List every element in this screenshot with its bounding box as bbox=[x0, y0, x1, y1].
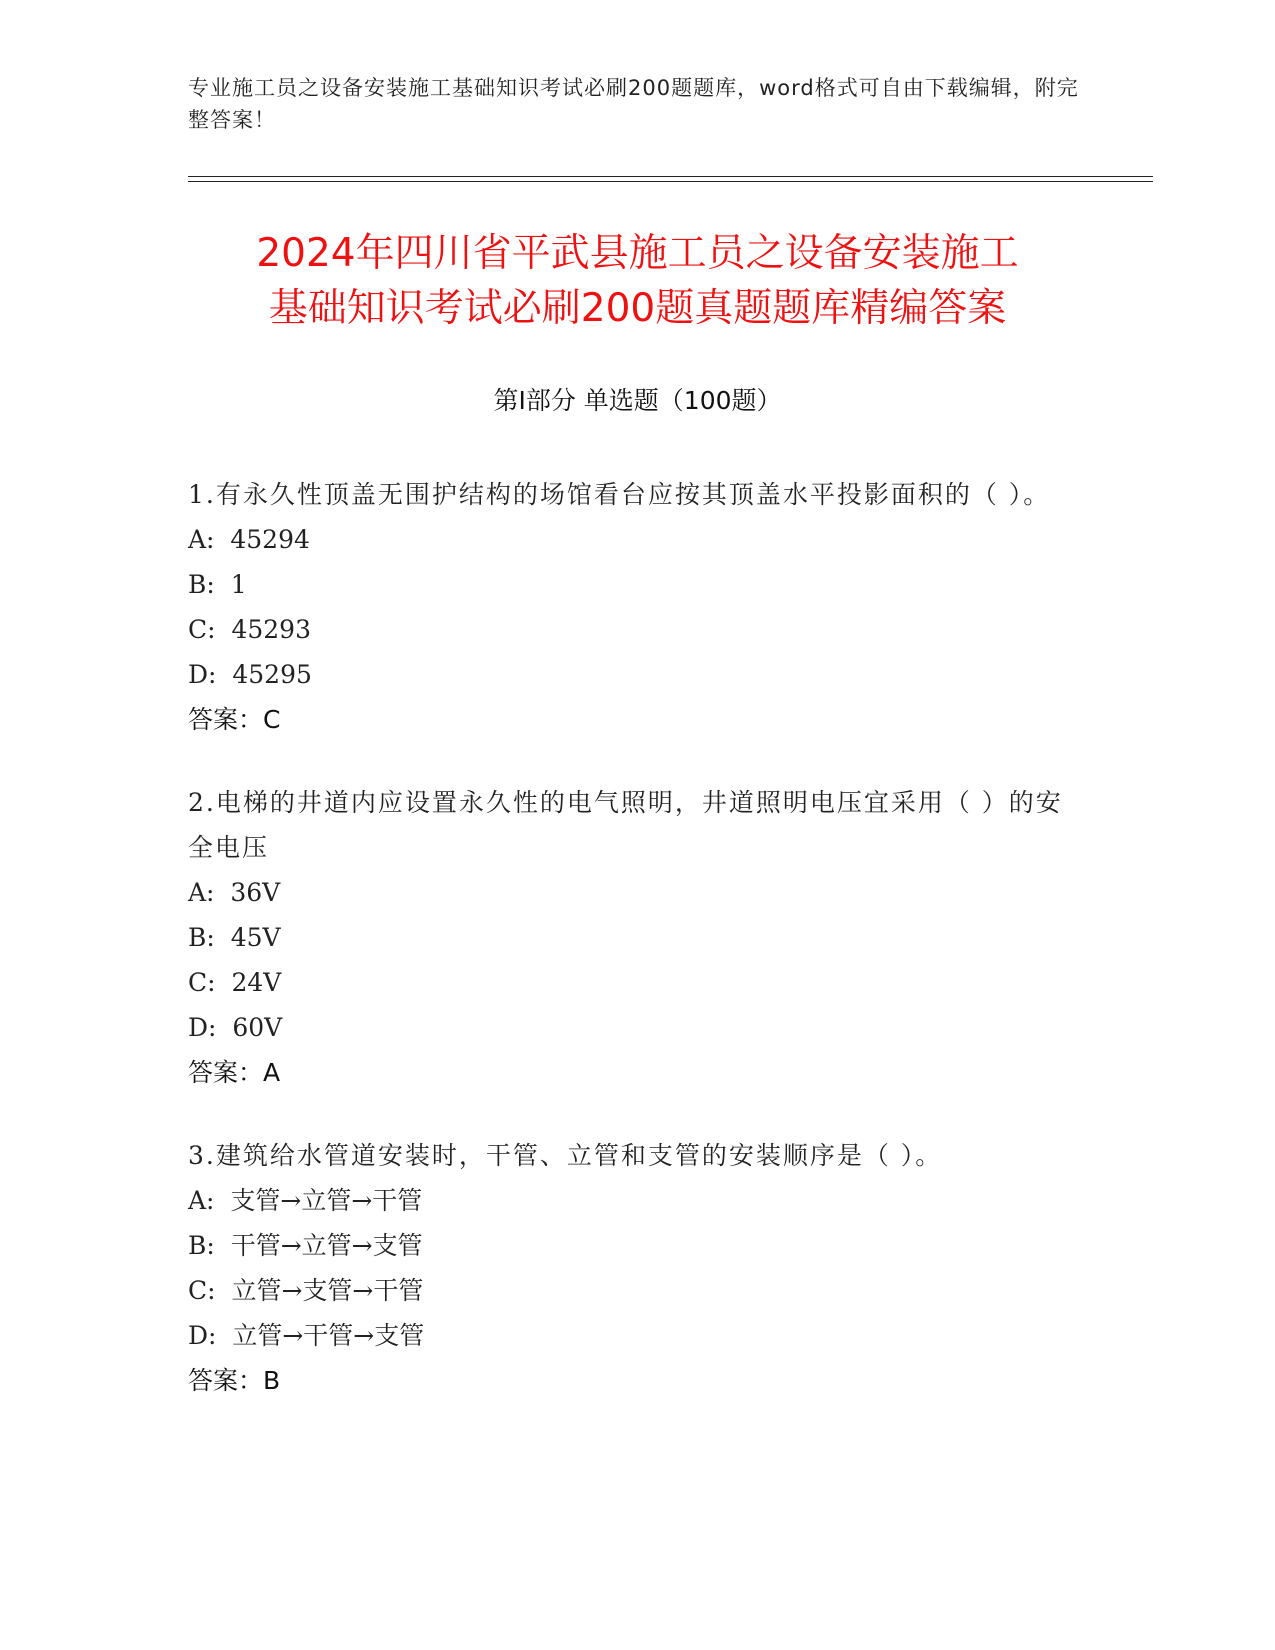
option-d: D: 60V bbox=[188, 1013, 283, 1042]
answer: 答案：A bbox=[188, 1058, 281, 1087]
option-a: A: 支管→立管→干管 bbox=[188, 1186, 423, 1215]
option-d: D: 立管→干管→支管 bbox=[188, 1321, 425, 1350]
header-rule-bottom bbox=[188, 181, 1153, 182]
question-2 bbox=[188, 780, 1068, 1095]
option-a: A: 45294 bbox=[188, 525, 310, 554]
answer: 答案：B bbox=[188, 1366, 281, 1395]
answer: 答案：C bbox=[188, 705, 281, 734]
question-list bbox=[188, 472, 1068, 1441]
question-1 bbox=[188, 472, 1068, 742]
document-title-line-1: 2024年四川省平武县施工员之设备安装施工 bbox=[256, 231, 1019, 276]
question-stem: 2.电梯的井道内应设置永久性的电气照明，井道照明电压宜采用（ ）的安全电压 bbox=[188, 788, 1063, 862]
option-b: B: 45V bbox=[188, 923, 281, 952]
option-b: B: 1 bbox=[188, 570, 247, 599]
option-c: C: 24V bbox=[188, 968, 282, 997]
section-title: 第Ⅰ部分 单选题（100题） bbox=[493, 386, 782, 415]
option-c: C: 45293 bbox=[188, 615, 311, 644]
header-rule-top bbox=[188, 176, 1153, 177]
option-b: B: 干管→立管→支管 bbox=[188, 1231, 423, 1260]
document-title-line-2: 基础知识考试必刷200题真题题库精编答案 bbox=[268, 286, 1007, 331]
option-c: C: 立管→支管→干管 bbox=[188, 1276, 424, 1305]
option-a: A: 36V bbox=[188, 878, 281, 907]
document-title bbox=[60, 226, 1215, 336]
question-stem: 1.有永久性顶盖无围护结构的场馆看台应按其顶盖水平投影面积的（ ）。 bbox=[188, 480, 1051, 509]
page-header: 专业施工员之设备安装施工基础知识考试必刷200题题库，word格式可自由下载编辑，附完整答案！ bbox=[188, 76, 1079, 132]
question-3 bbox=[188, 1133, 1068, 1403]
question-stem: 3.建筑给水管道安装时，干管、立管和支管的安装顺序是（ ）。 bbox=[188, 1141, 943, 1170]
option-d: D: 45295 bbox=[188, 660, 312, 689]
